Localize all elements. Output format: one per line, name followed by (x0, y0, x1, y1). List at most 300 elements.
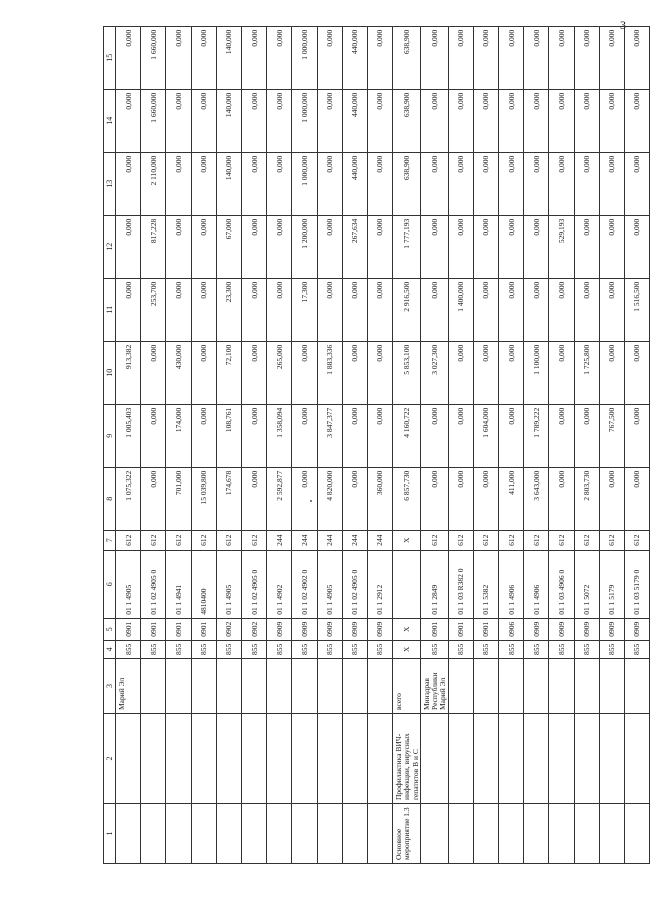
table-cell: 0909 (524, 618, 549, 640)
table-cell: 0,000 (498, 404, 523, 467)
table-cell: 0902 (241, 618, 266, 640)
table-cell: 0,000 (599, 215, 624, 278)
table-cell: 1 000,000 (292, 26, 317, 89)
table-cell: 1 400,000 (448, 278, 473, 341)
table-cell: 913,382 (116, 341, 141, 404)
table-cell: 0,000 (116, 26, 141, 89)
table-cell: всего (393, 659, 421, 714)
table-cell (292, 714, 317, 804)
table-cell: 1 005,403 (116, 404, 141, 467)
table-cell (141, 714, 166, 804)
header-cell: 13 (104, 152, 116, 215)
table-row (241, 26, 266, 863)
table-cell (216, 714, 241, 804)
table-cell: 0,000 (141, 404, 166, 467)
table-cell: 0,000 (317, 215, 342, 278)
table-cell: 0,000 (498, 152, 523, 215)
table-cell: 0,000 (116, 89, 141, 152)
header-cell: 5 (104, 618, 116, 640)
header-cell: 9 (104, 404, 116, 467)
table-row (549, 26, 574, 863)
table-cell: 0,000 (367, 152, 392, 215)
table-cell: 0,000 (367, 278, 392, 341)
table-cell (267, 804, 292, 864)
table-cell: 0,000 (317, 26, 342, 89)
table-cell: 0,000 (116, 152, 141, 215)
table-cell (191, 804, 216, 864)
table-cell: 0,000 (420, 278, 448, 341)
table-cell: 0909 (292, 618, 317, 640)
table-cell: 430,000 (166, 341, 191, 404)
table-cell: 1 075,322 (116, 467, 141, 530)
table-cell (574, 659, 599, 714)
table-cell (624, 714, 649, 804)
table-cell: 0,000 (498, 341, 523, 404)
table-cell: 612 (141, 530, 166, 550)
table-cell: 0,000 (166, 278, 191, 341)
table-cell (267, 659, 292, 714)
table-cell: 0,000 (141, 467, 166, 530)
table-row (141, 26, 166, 863)
table-cell: 244 (367, 530, 392, 550)
header-row (104, 26, 116, 863)
table-cell: 0,000 (420, 404, 448, 467)
table-row (473, 26, 498, 863)
table-cell: 0,000 (292, 341, 317, 404)
table-cell (420, 714, 448, 804)
table-cell: 855 (574, 640, 599, 658)
table-cell: 1 883,336 (317, 341, 342, 404)
table-cell: 0,000 (141, 341, 166, 404)
table-cell: 0,000 (241, 467, 266, 530)
table-cell (141, 659, 166, 714)
table-cell (166, 804, 191, 864)
table-cell: 01 1 4906 (524, 550, 549, 618)
table-cell: 0,000 (448, 89, 473, 152)
table-cell: 0,000 (241, 215, 266, 278)
table-cell: 0,000 (473, 152, 498, 215)
table-row (367, 26, 392, 863)
table-cell: 0,000 (116, 278, 141, 341)
table-cell: 0,000 (420, 467, 448, 530)
table-cell: 0,000 (367, 215, 392, 278)
table-cell: 0,000 (420, 152, 448, 215)
table-cell (498, 714, 523, 804)
table-cell (241, 804, 266, 864)
table-cell (241, 714, 266, 804)
table-cell: 244 (267, 530, 292, 550)
table-row (267, 26, 292, 863)
table-cell: 0,000 (524, 278, 549, 341)
table-cell (473, 804, 498, 864)
table-cell: 5 853,100 (393, 341, 421, 404)
table-cell: 4 160,722 (393, 404, 421, 467)
table-cell (241, 659, 266, 714)
table-cell: 0,000 (524, 152, 549, 215)
table-cell: 0,000 (599, 278, 624, 341)
table-cell: 0901 (116, 618, 141, 640)
table-cell: 0,000 (498, 215, 523, 278)
table-cell: 855 (498, 640, 523, 658)
table-cell: 0,000 (241, 404, 266, 467)
table-cell: 108,761 (216, 404, 241, 467)
table-cell: 638,900 (393, 89, 421, 152)
table-cell: 140,000 (216, 152, 241, 215)
table-cell: Марий Эл (116, 659, 141, 714)
table-cell (191, 659, 216, 714)
table-cell: 855 (141, 640, 166, 658)
table-cell: 0,000 (267, 278, 292, 341)
table-cell: X (393, 640, 421, 658)
table-row (216, 26, 241, 863)
table-cell: 612 (498, 530, 523, 550)
table-cell: 67,000 (216, 215, 241, 278)
table-cell: 0,000 (624, 152, 649, 215)
table-cell: 0,000 (191, 26, 216, 89)
table-cell: 0,000 (473, 278, 498, 341)
table-cell: 2 110,000 (141, 152, 166, 215)
table-cell: 0,000 (599, 26, 624, 89)
table-row (166, 26, 191, 863)
table-cell: 1 725,800 (574, 341, 599, 404)
table-row (420, 26, 448, 863)
table-cell: 4810400 (191, 550, 216, 618)
table-cell: 612 (241, 530, 266, 550)
table-cell: 0909 (599, 618, 624, 640)
table-cell: 0,000 (241, 341, 266, 404)
table-cell (342, 804, 367, 864)
table-cell: 0,000 (599, 89, 624, 152)
table-row (574, 26, 599, 863)
table-cell (549, 659, 574, 714)
table-cell: 0909 (342, 618, 367, 640)
table-cell: 1 100,000 (524, 341, 549, 404)
table-cell: 0,000 (191, 404, 216, 467)
table-cell: 855 (191, 640, 216, 658)
table-row (448, 26, 473, 863)
table-cell: 440,000 (342, 89, 367, 152)
table-cell: 0906 (498, 618, 523, 640)
table-cell: 0,000 (448, 152, 473, 215)
table-row (393, 26, 421, 863)
header-cell: 3 (104, 659, 116, 714)
table-cell: 0,000 (367, 404, 392, 467)
table-cell: 0,000 (267, 215, 292, 278)
table-cell: 1 777,193 (393, 215, 421, 278)
table-cell (367, 804, 392, 864)
table-row (116, 26, 141, 863)
table-cell: 0,000 (574, 278, 599, 341)
table-cell: 0,000 (267, 26, 292, 89)
scan-speck (310, 500, 312, 502)
table-cell: 855 (342, 640, 367, 658)
table-cell (216, 804, 241, 864)
table-cell: 174,000 (166, 404, 191, 467)
table-cell: 01 1 02 4905 0 (141, 550, 166, 618)
table-cell: 244 (342, 530, 367, 550)
table-cell: 612 (574, 530, 599, 550)
table-cell (498, 804, 523, 864)
table-cell: 0,000 (549, 341, 574, 404)
table-cell (473, 659, 498, 714)
table-cell: 01 1 02 4902 0 (292, 550, 317, 618)
table-row (317, 26, 342, 863)
table-cell: 411,000 (498, 467, 523, 530)
table-cell: 0,000 (498, 26, 523, 89)
table-cell: 0,000 (524, 26, 549, 89)
table-row (599, 26, 624, 863)
table-cell: 0,000 (191, 152, 216, 215)
table-cell: 855 (267, 640, 292, 658)
header-cell: 4 (104, 640, 116, 658)
table-cell (166, 714, 191, 804)
table-cell (448, 659, 473, 714)
table-cell: 01 1 5179 (599, 550, 624, 618)
table-cell: 0901 (448, 618, 473, 640)
table-cell: 0,000 (599, 341, 624, 404)
table-cell: 174,678 (216, 467, 241, 530)
table-cell (166, 659, 191, 714)
table-cell: 2 916,500 (393, 278, 421, 341)
table-cell: 0,000 (241, 26, 266, 89)
table-cell (549, 714, 574, 804)
table-cell: 0,000 (624, 26, 649, 89)
table-cell: 701,000 (166, 467, 191, 530)
table-cell: 440,000 (342, 26, 367, 89)
table-cell: 3 027,300 (420, 341, 448, 404)
table-cell: 0901 (166, 618, 191, 640)
table-cell: 0,000 (624, 341, 649, 404)
table-cell: 612 (599, 530, 624, 550)
table-cell (141, 804, 166, 864)
table-cell: 1 604,000 (473, 404, 498, 467)
table-cell: 855 (166, 640, 191, 658)
table-cell: 0,000 (524, 215, 549, 278)
table-cell: 0,000 (549, 278, 574, 341)
table-cell: 0,000 (448, 215, 473, 278)
table-cell (342, 659, 367, 714)
table-cell: 0,000 (574, 89, 599, 152)
table-cell: 529,193 (549, 215, 574, 278)
table-cell: 855 (448, 640, 473, 658)
table-cell: X (393, 618, 421, 640)
table-cell: 612 (191, 530, 216, 550)
table-cell: 0,000 (191, 215, 216, 278)
header-cell: 1 (104, 804, 116, 864)
rotated-table-sheet (0, 1, 640, 901)
table-cell: 01 1 2912 (367, 550, 392, 618)
table-cell: 0,000 (624, 467, 649, 530)
table-cell: 360,000 (367, 467, 392, 530)
table-cell: 0,000 (367, 341, 392, 404)
header-cell: 8 (104, 467, 116, 530)
table-cell: 0901 (141, 618, 166, 640)
table-cell: 0901 (420, 618, 448, 640)
table-cell: 0,000 (448, 341, 473, 404)
header-cell: 14 (104, 89, 116, 152)
table-cell: 1 000,000 (292, 89, 317, 152)
table-cell: 0,000 (498, 89, 523, 152)
table-cell: Профилактика ВИЧ-инфекции, вирусных гепатитов В и С (393, 714, 421, 804)
table-cell: 0,000 (473, 89, 498, 152)
table-cell: 0,000 (317, 278, 342, 341)
table-cell (191, 714, 216, 804)
table-cell: 0,000 (599, 152, 624, 215)
table-cell: 1 000,000 (292, 152, 317, 215)
table-cell: 0,000 (549, 467, 574, 530)
table-cell (317, 714, 342, 804)
table-cell: 01 1 03 5179 0 (624, 550, 649, 618)
table-cell: 253,700 (141, 278, 166, 341)
table-cell: 0,000 (166, 26, 191, 89)
table-cell: 01 1 4905 (317, 550, 342, 618)
table-cell (624, 659, 649, 714)
table-cell: 0,000 (367, 89, 392, 152)
table-cell: 855 (241, 640, 266, 658)
table-cell: 855 (216, 640, 241, 658)
table-cell: 17,300 (292, 278, 317, 341)
table-cell: 0,000 (473, 215, 498, 278)
table-cell: 638,900 (393, 152, 421, 215)
table-cell (524, 714, 549, 804)
table-cell: 0,000 (317, 89, 342, 152)
table-cell: 2 803,730 (574, 467, 599, 530)
table-cell: 612 (448, 530, 473, 550)
table-cell (393, 550, 421, 618)
table-cell: 01 1 02 4905 0 (342, 550, 367, 618)
table-cell: 0,000 (292, 467, 317, 530)
table-cell: 855 (116, 640, 141, 658)
table-cell: 0901 (473, 618, 498, 640)
table-cell (216, 659, 241, 714)
table-cell: 0,000 (342, 278, 367, 341)
table-cell (292, 804, 317, 864)
table-cell (549, 804, 574, 864)
table-cell: 0,000 (342, 404, 367, 467)
table-cell (524, 659, 549, 714)
table-cell: 0,000 (599, 467, 624, 530)
table-cell: 0,000 (574, 152, 599, 215)
table-cell: 01 1 03 R382 0 (448, 550, 473, 618)
table-cell: 0,000 (624, 89, 649, 152)
table-cell: 0,000 (473, 467, 498, 530)
table-cell: 0,000 (498, 278, 523, 341)
table-cell: 0909 (317, 618, 342, 640)
table-cell (574, 714, 599, 804)
table-cell: 0,000 (448, 26, 473, 89)
table-cell (473, 714, 498, 804)
table-cell: 612 (549, 530, 574, 550)
table-cell: 0,000 (420, 89, 448, 152)
table-cell: 0,000 (191, 341, 216, 404)
table-cell: 6 857,730 (393, 467, 421, 530)
table-cell: 0909 (549, 618, 574, 640)
table-cell: 612 (524, 530, 549, 550)
table-cell: 0,000 (473, 341, 498, 404)
table-cell: 0,000 (342, 467, 367, 530)
table-cell: 01 1 2849 (420, 550, 448, 618)
table-cell: Минздрав Республики Марий Эл (420, 659, 448, 714)
table-cell: 0901 (191, 618, 216, 640)
table-cell: 0,000 (549, 404, 574, 467)
table-cell: 0,000 (241, 152, 266, 215)
table-cell: 1 516,500 (624, 278, 649, 341)
table-cell: 817,228 (141, 215, 166, 278)
table-cell (317, 659, 342, 714)
table-cell: 0,000 (574, 404, 599, 467)
table-cell: 0,000 (241, 89, 266, 152)
table-cell: 0,000 (624, 404, 649, 467)
table-cell: 0,000 (367, 26, 392, 89)
header-cell: 7 (104, 530, 116, 550)
table-cell (599, 714, 624, 804)
table-cell: 72,100 (216, 341, 241, 404)
table-cell (292, 659, 317, 714)
table-cell: 0909 (367, 618, 392, 640)
table-cell: 01 1 02 4905 0 (241, 550, 266, 618)
table-cell: 855 (317, 640, 342, 658)
table-cell: 265,000 (267, 341, 292, 404)
table-cell: 0,000 (317, 152, 342, 215)
table-cell: 0,000 (116, 215, 141, 278)
table-cell (574, 804, 599, 864)
table-cell: 01 1 03 4906 0 (549, 550, 574, 618)
table-cell: 0,000 (549, 89, 574, 152)
table-cell: 01 1 4902 (267, 550, 292, 618)
table-cell (599, 659, 624, 714)
header-cell: 12 (104, 215, 116, 278)
table-cell (524, 804, 549, 864)
table-cell: 855 (624, 640, 649, 658)
table-cell: 855 (599, 640, 624, 658)
table-cell: 855 (367, 640, 392, 658)
table-cell: 0,000 (448, 404, 473, 467)
table-cell: 855 (549, 640, 574, 658)
table-cell (367, 659, 392, 714)
table-cell: 1 358,094 (267, 404, 292, 467)
header-cell: 15 (104, 26, 116, 89)
table-cell (367, 714, 392, 804)
table-cell: 0,000 (448, 467, 473, 530)
table-cell (448, 804, 473, 864)
table-cell (420, 804, 448, 864)
table-cell (116, 714, 141, 804)
table-cell: 267,634 (342, 215, 367, 278)
header-cell: 10 (104, 341, 116, 404)
table-cell: 0902 (216, 618, 241, 640)
table-cell: 612 (166, 530, 191, 550)
table-cell: Основное мероприятие 1.3 (393, 804, 421, 864)
table-cell: 0,000 (191, 89, 216, 152)
table-cell: 3 847,377 (317, 404, 342, 467)
table-cell: 1 789,222 (524, 404, 549, 467)
table-cell: 1 200,000 (292, 215, 317, 278)
table-cell: 612 (420, 530, 448, 550)
table-cell: 0,000 (267, 152, 292, 215)
table-cell: 855 (292, 640, 317, 658)
table-cell: 767,500 (599, 404, 624, 467)
table-cell: 0,000 (241, 278, 266, 341)
table-cell: 0,000 (549, 26, 574, 89)
table-cell: 0,000 (524, 89, 549, 152)
table-cell: 01 1 4941 (166, 550, 191, 618)
table-cell: 0,000 (574, 215, 599, 278)
table-row (342, 26, 367, 863)
table-row (498, 26, 523, 863)
table-cell (448, 714, 473, 804)
header-cell: 6 (104, 550, 116, 618)
table-cell: 0909 (624, 618, 649, 640)
